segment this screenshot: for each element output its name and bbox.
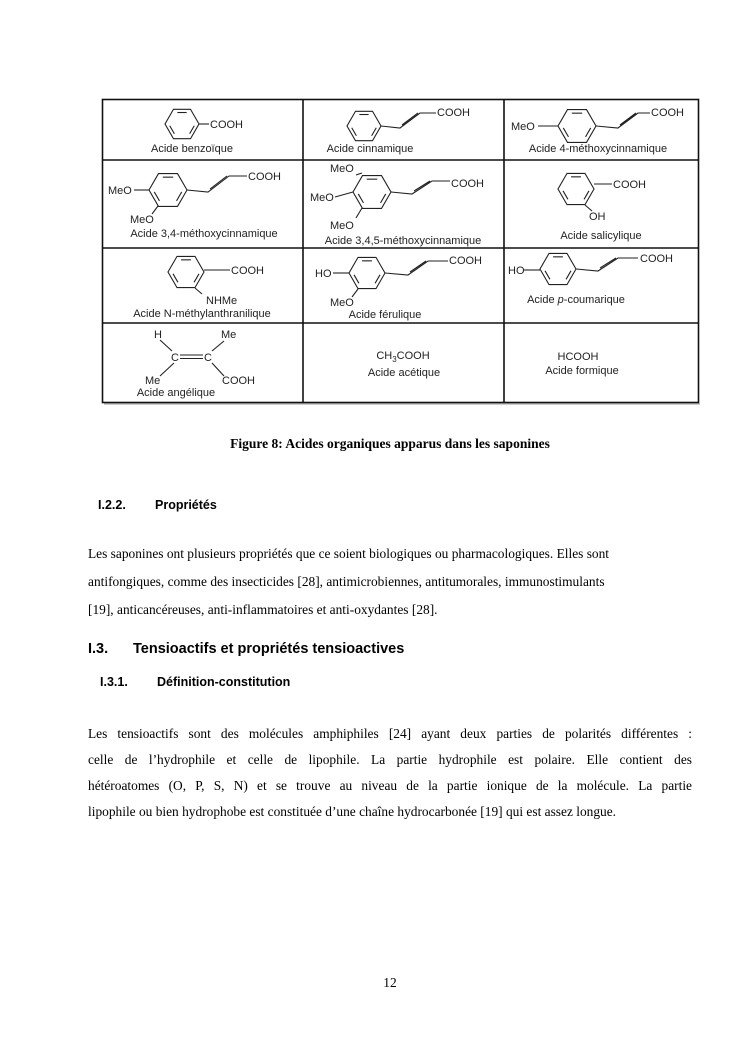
structure-n-methylanthranilic-acid bbox=[133, 256, 271, 320]
compound-label: Acide 4-méthoxycinnamique bbox=[528, 143, 668, 155]
formula-ch3cooh: $CH_3COOH$ bbox=[376, 350, 430, 364]
compound-label: Acide 3,4-méthoxycinnamique bbox=[130, 228, 278, 240]
structure-3-4-methoxycinnamic-acid bbox=[108, 171, 281, 240]
group-me: Me bbox=[145, 375, 161, 387]
text-line: Les tensioactifs sont des molécules amphiphiles [24] ayant deux parties de polarités différentes : bbox=[88, 726, 692, 741]
atom-c: C bbox=[171, 352, 179, 364]
figure-organic-acids-table bbox=[0, 0, 745, 420]
structure-p-coumaric-acid bbox=[508, 253, 673, 306]
text-line: celle de l’hydrophile et celle de lipophile. La partie hydrophile est polaire. Elle contient des bbox=[88, 752, 692, 767]
group-nhme: NHMe bbox=[206, 295, 238, 307]
text-line: Les saponines ont plusieurs propriétés que ce soient biologiques ou pharmacologiques. Elles sont bbox=[88, 546, 610, 561]
group-cooh: COOH bbox=[613, 179, 646, 191]
benzene-ring-icon bbox=[349, 257, 385, 288]
group-meo: MeO bbox=[330, 297, 354, 309]
compound-label: Acide salicylique bbox=[560, 230, 642, 242]
compound-label: Acide benzoïque bbox=[151, 143, 233, 155]
group-cooh: COOH bbox=[437, 107, 470, 119]
benzene-ring-icon bbox=[168, 256, 204, 287]
compound-label: Acide N-méthylanthranilique bbox=[133, 308, 271, 320]
atom-c: C bbox=[204, 352, 212, 364]
structure-ferulic-acid bbox=[315, 255, 482, 321]
benzene-ring-icon bbox=[165, 109, 199, 138]
formula-hcooh: HCOOH bbox=[557, 351, 599, 363]
group-meo: MeO bbox=[130, 214, 154, 226]
benzene-ring-icon bbox=[353, 176, 391, 209]
structure-angelic-acid bbox=[137, 329, 255, 399]
group-meo: MeO bbox=[330, 163, 354, 175]
benzene-ring-icon bbox=[558, 110, 596, 143]
text-line: antifongiques, comme des insecticides [28], antimicrobiennes, antitumorales, immunostimulants bbox=[88, 574, 605, 589]
structure-cinnamic-acid bbox=[327, 107, 470, 155]
compound-label: Acide acétique bbox=[367, 367, 441, 379]
section-number: I.3. bbox=[88, 641, 109, 657]
group-meo: MeO bbox=[310, 192, 334, 204]
compound-label: Acide férulique bbox=[348, 309, 422, 321]
structure-formic-acid bbox=[545, 351, 618, 377]
group-ho: HO bbox=[315, 268, 332, 280]
group-cooh: COOH bbox=[248, 171, 281, 183]
group-cooh: COOH bbox=[231, 265, 264, 277]
group-cooh: COOH bbox=[451, 178, 484, 190]
structure-benzoic-acid bbox=[151, 109, 243, 155]
benzene-ring-icon bbox=[347, 111, 381, 140]
compound-label: Acide cinnamique bbox=[326, 143, 414, 155]
section-heading: Propriétés bbox=[155, 498, 217, 512]
group-cooh: COOH bbox=[651, 107, 684, 119]
benzene-ring-icon bbox=[558, 173, 594, 204]
structure-3-4-5-methoxycinnamic-acid bbox=[310, 163, 484, 247]
group-ho: HO bbox=[508, 265, 525, 277]
page-number: 12 bbox=[383, 975, 397, 990]
text-line: lipophile ou bien hydrophobe est constituée d’une chaîne hydrocarbonée [19] qui est assez longue. bbox=[88, 804, 617, 819]
group-cooh: COOH bbox=[640, 253, 673, 265]
subsection-number: I.3.1. bbox=[100, 675, 128, 689]
subsection-heading: Définition-constitution bbox=[157, 675, 291, 689]
structure-acetic-acid bbox=[368, 350, 440, 379]
compound-label: Acide angélique bbox=[136, 387, 216, 399]
group-meo: MeO bbox=[108, 185, 132, 197]
group-cooh: COOH bbox=[222, 375, 255, 387]
benzene-ring-icon bbox=[149, 174, 187, 207]
compound-label: Acide formique bbox=[545, 365, 619, 377]
compound-label: Acide p-coumarique bbox=[527, 294, 625, 306]
structure-salicylic-acid bbox=[558, 173, 646, 242]
benzene-ring-icon bbox=[540, 253, 576, 284]
compound-label: Acide 3,4,5-méthoxycinnamique bbox=[324, 235, 482, 247]
group-meo: MeO bbox=[330, 220, 354, 232]
group-oh: OH bbox=[589, 211, 606, 223]
text-line: [19], anticancéreuses, anti-inflammatoires et anti-oxydantes [28]. bbox=[88, 602, 438, 617]
section-number: I.2.2. bbox=[98, 498, 126, 512]
group-cooh: COOH bbox=[210, 119, 243, 131]
section-heading: Tensioactifs et propriétés tensioactives bbox=[133, 641, 405, 657]
atom-h: H bbox=[154, 329, 162, 341]
group-cooh: COOH bbox=[449, 255, 482, 267]
structure-4-methoxycinnamic-acid bbox=[511, 107, 684, 155]
group-me: Me bbox=[221, 329, 237, 341]
figure-caption: Figure 8: Acides organiques apparus dans les saponines bbox=[230, 436, 550, 451]
group-meo: MeO bbox=[511, 121, 535, 133]
text-line: hétéroatomes (O, P, S, N) et se trouve au niveau de la partie ionique de la molécule. La partie bbox=[88, 778, 692, 793]
